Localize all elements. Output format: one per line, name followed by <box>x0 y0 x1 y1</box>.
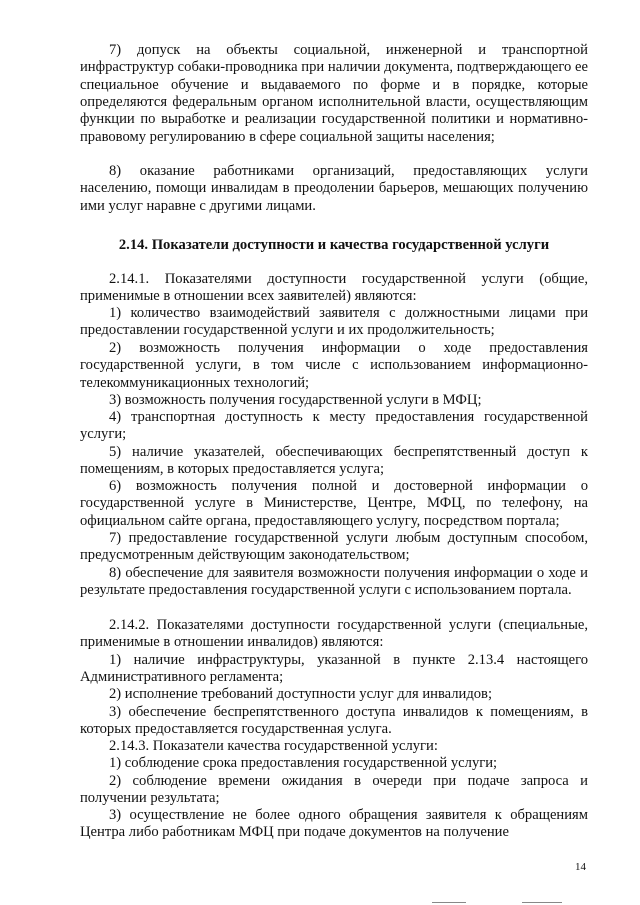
list-item-2-3: 3) обеспечение беспрепятственного доступа инвалидов к помещениям, в которых предоставляется государственная услуга. <box>80 704 588 738</box>
paragraph-2-14-3: 2.14.3. Показатели качества государственной услуги: <box>109 738 438 754</box>
list-item-3-2: 2) соблюдение времени ожидания в очереди при подаче запроса и получении результата; <box>80 773 588 807</box>
list-item-8: 8) обеспечение для заявителя возможности получения информации о ходе и результате предоставления государственной услуги с использованием портала. <box>80 565 588 599</box>
list-item-2-1: 1) наличие инфраструктуры, указанной в пункте 2.13.4 настоящего Административного регламента; <box>80 652 588 686</box>
footer-rule-right <box>522 902 562 903</box>
list-item-5: 5) наличие указателей, обеспечивающих беспрепятственный доступ к помещениям, в которых предоставляется услуга; <box>80 444 588 478</box>
list-item-2: 2) возможность получения информации о ходе предоставления государственной услуги, в том числе с использованием информационно-телекоммуникационных технологий; <box>80 340 588 391</box>
list-item-3: 3) возможность получения государственной услуги в МФЦ; <box>109 392 482 408</box>
section-heading: 2.14. Показатели доступности и качества государственной услуги <box>118 237 550 253</box>
page-number: 14 <box>575 861 586 873</box>
paragraph-item-8: 8) оказание работниками организаций, предоставляющих услуги населению, помощи инвалидам в преодолении барьеров, мешающих получению ими услуг наравне с другими лицами. <box>80 163 588 214</box>
footer-rule-left <box>432 902 466 903</box>
paragraph-item-7: 7) допуск на объекты социальной, инженерной и транспортной инфраструктур собаки-проводника при наличии документа, подтверждающего ее специальное обучение и выдаваемого по форме и в порядке, которые определяются федеральным органом исполнительной власти, осуществляющим функции по выработке и реализации государственной политики и нормативно-правовому регулированию в сфере социальной защиты населения; <box>80 42 588 145</box>
list-item-4: 4) транспортная доступность к месту предоставления государственной услуги; <box>80 409 588 443</box>
list-item-3-3: 3) осуществление не более одного обращения заявителя к обращениям Центра либо работникам МФЦ при подаче документов на получение <box>80 807 588 841</box>
paragraph-2-14-1: 2.14.1. Показателями доступности государственной услуги (общие, применимые в отношении всех заявителей) являются: <box>80 271 588 305</box>
list-item-2-2: 2) исполнение требований доступности услуг для инвалидов; <box>109 686 493 702</box>
list-item-7: 7) предоставление государственной услуги любым доступным способом, предусмотренным действующим законодательством; <box>80 530 588 564</box>
list-item-1: 1) количество взаимодействий заявителя с должностными лицами при предоставлении государственной услуги и их продолжительность; <box>80 305 588 339</box>
paragraph-2-14-2: 2.14.2. Показателями доступности государственной услуги (специальные, применимые в отношении инвалидов) являются: <box>80 617 588 651</box>
list-item-3-1: 1) соблюдение срока предоставления государственной услуги; <box>109 755 498 771</box>
list-item-6: 6) возможность получения полной и достоверной информации о государственной услуге в Министерстве, Центре, МФЦ, по телефону, на официальном сайте органа, предоставляющего услугу, посредством портала; <box>80 478 588 529</box>
